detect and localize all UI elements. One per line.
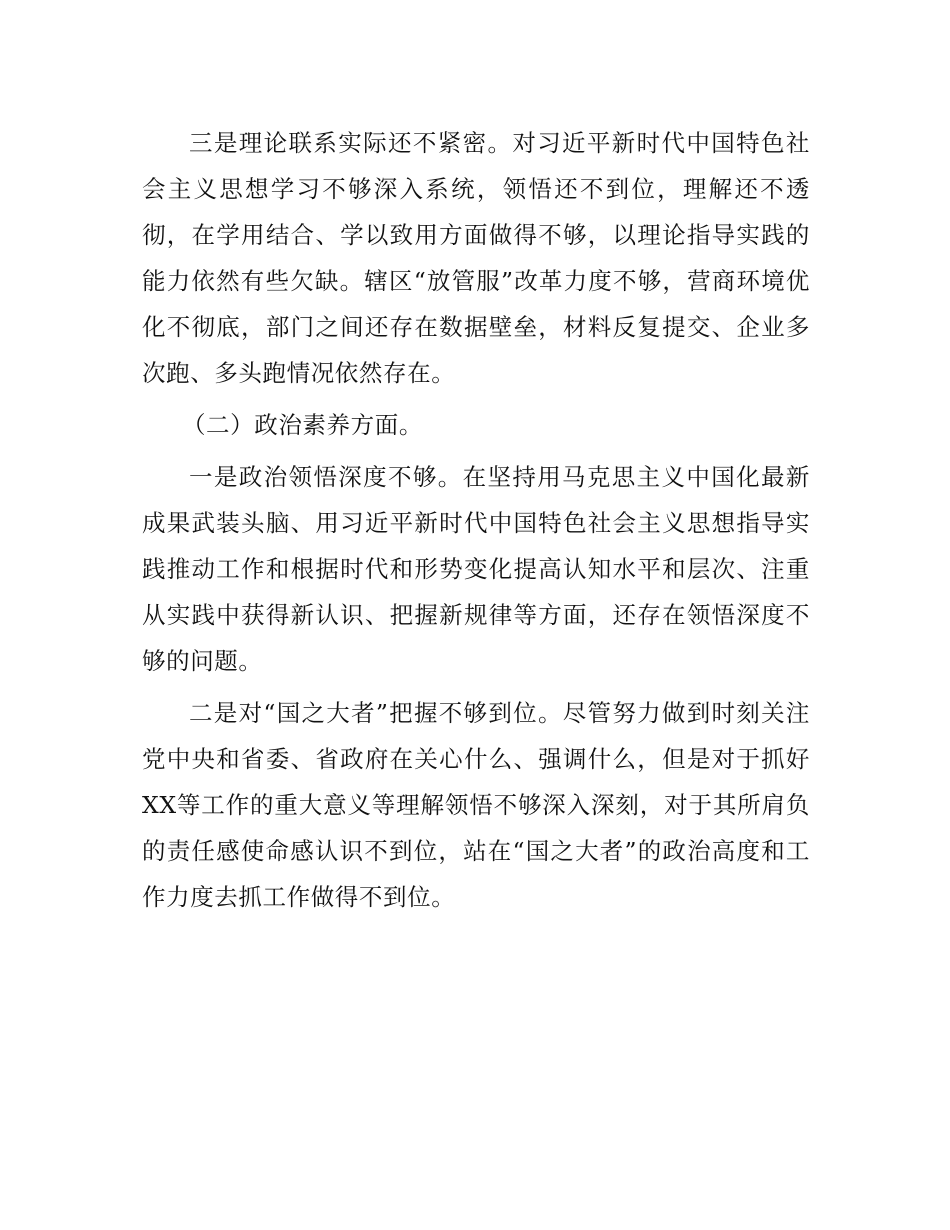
paragraph-political-insight: 一是政治领悟深度不够。在坚持用马克思主义中国化最新成果武装头脑、用习近平新时代中国特色社会主义思想指导实践推动工作和根据时代和形势变化提高认知水平和层次、注重从实践中获得新认识、把握新规律等方面，还存在领悟深度不够的问题。 xyxy=(142,463,810,675)
section-heading-political-quality: （二）政治素养方面。 xyxy=(181,411,423,439)
paragraph-theory-practice: 三是理论联系实际还不紧密。对习近平新时代中国特色社会主义思想学习不够深入系统，领悟还不到位，理解还不透彻，在学用结合、学以致用方面做得不够，以理论指导实践的能力依然有些欠缺。辖区“放管服”改革力度不够，营商环境优化不彻底，部门之间还存在数据壁垒，材料反复提交、企业多次跑、多头跑情况依然存在。 xyxy=(142,129,810,387)
paragraph-national-priorities: 二是对“国之大者”把握不够到位。尽管努力做到时刻关注党中央和省委、省政府在关心什么、强调什么，但是对于抓好XX等工作的重大意义等理解领悟不够深入深刻，对于其所肩负的责任感使命感认识不到位，站在“国之大者”的政治高度和工作力度去抓工作做得不到位。 xyxy=(142,699,810,911)
document-body xyxy=(142,120,810,926)
